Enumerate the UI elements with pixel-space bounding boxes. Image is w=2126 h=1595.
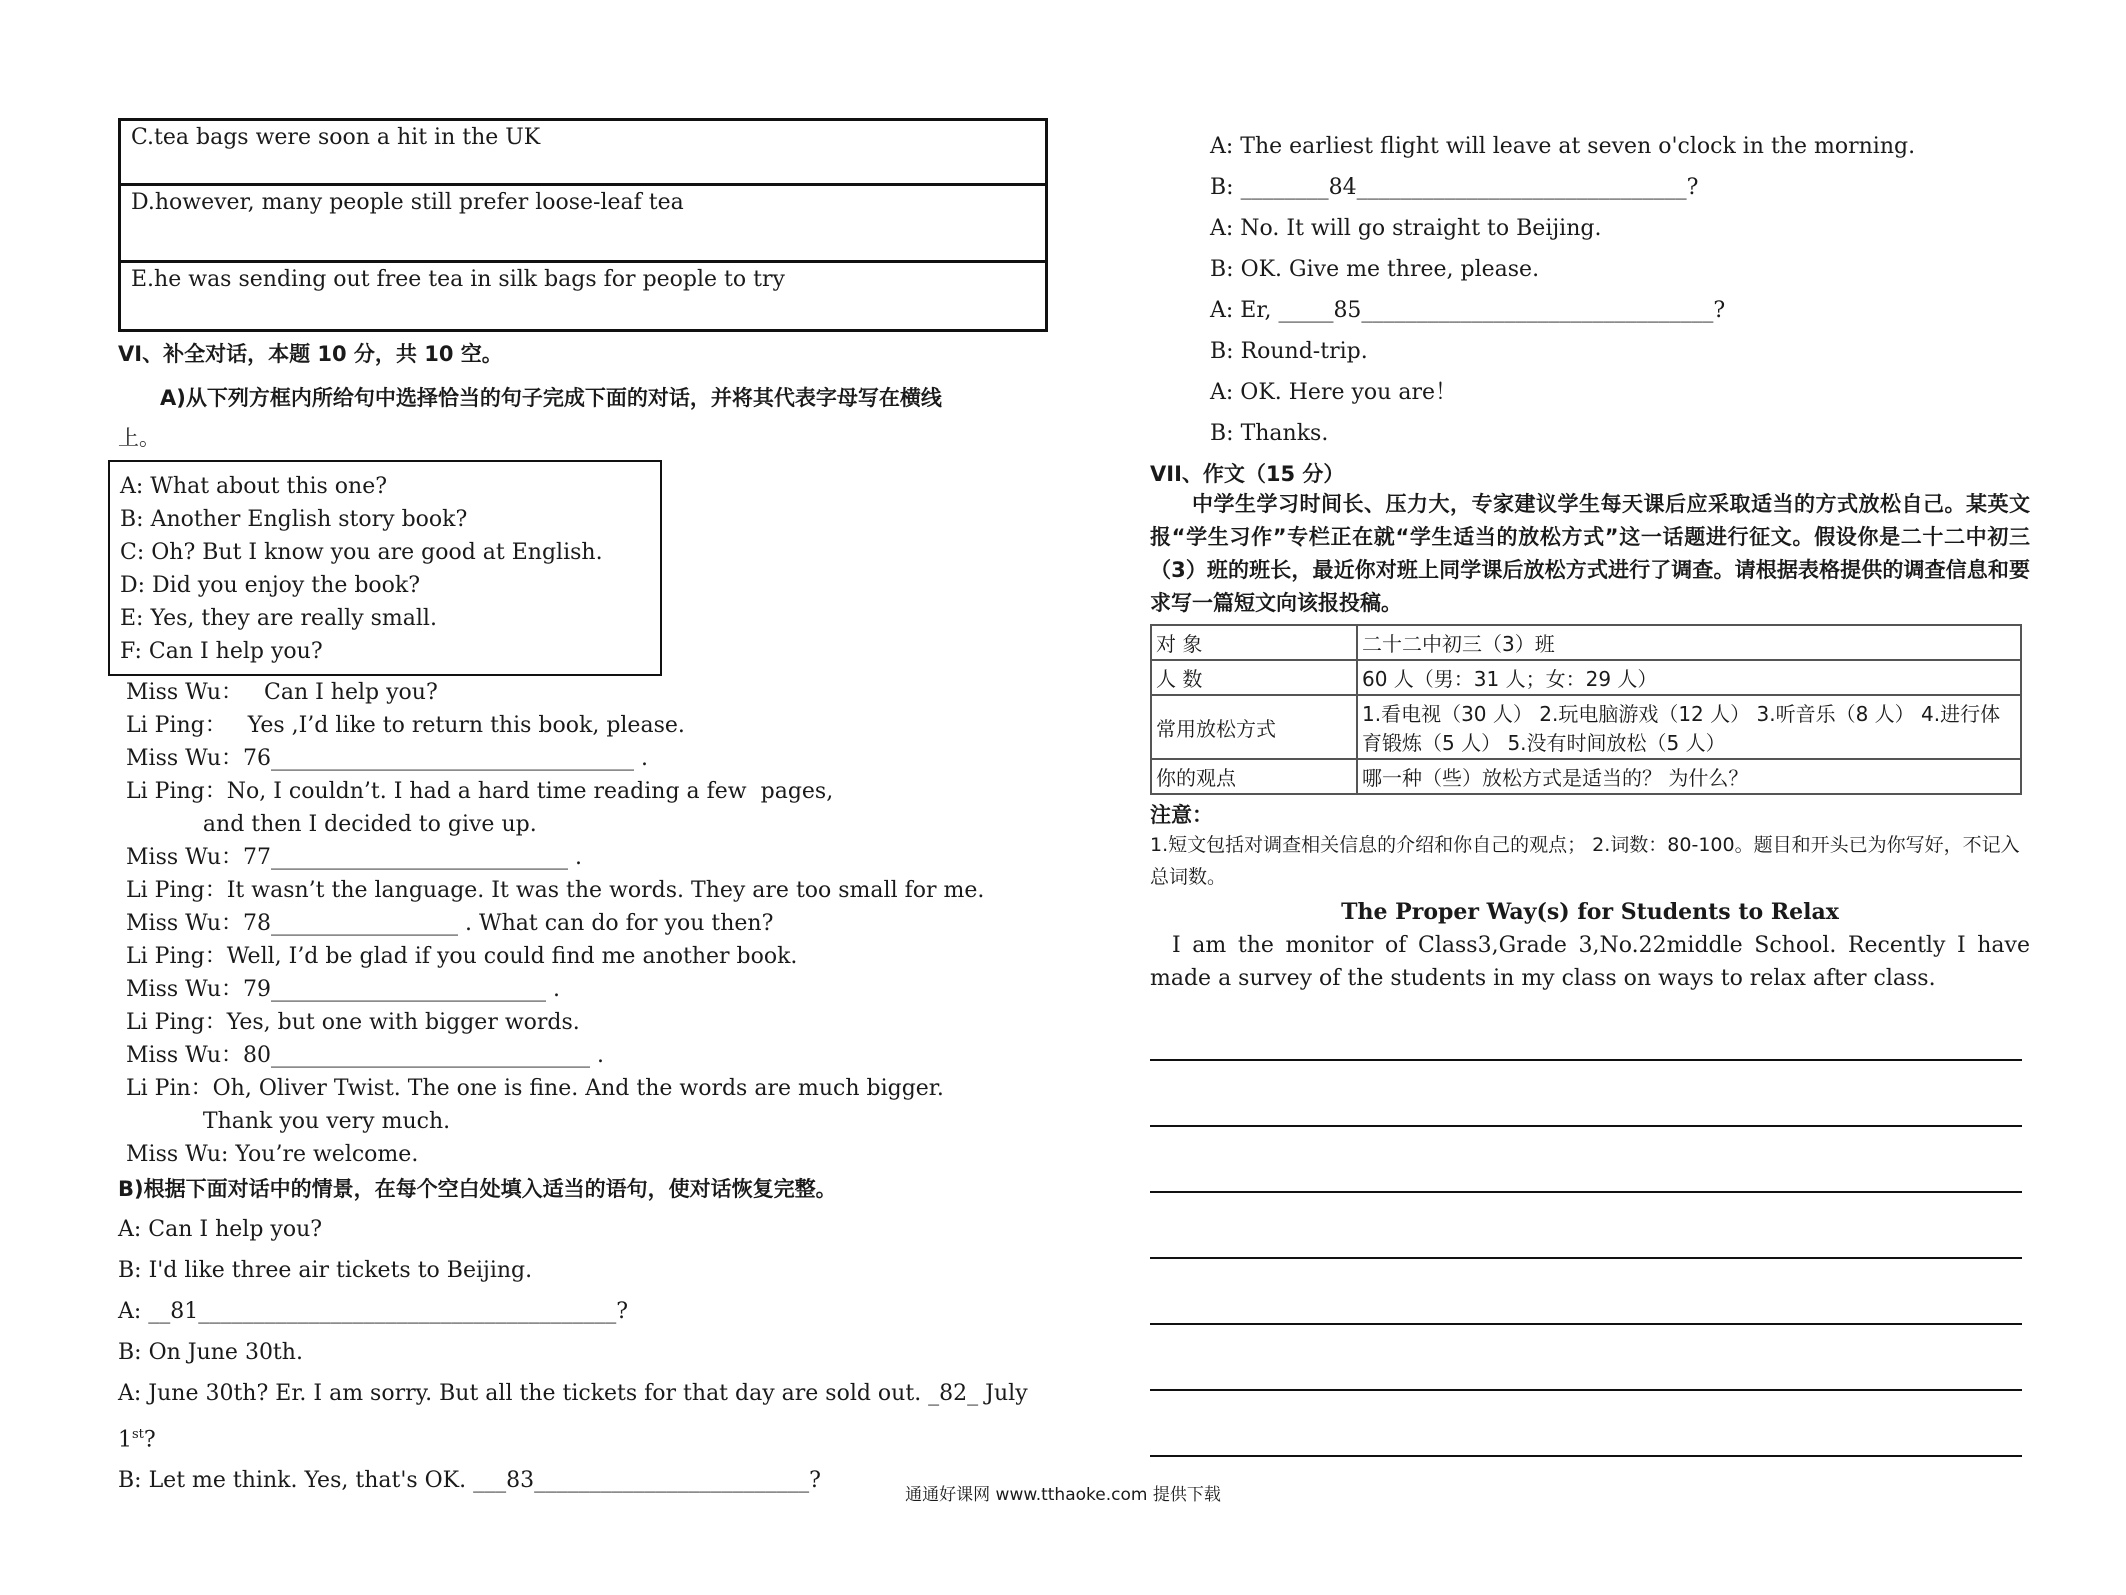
option-e: E.he was sending out free tea in silk bags for people to try: [120, 262, 1047, 331]
dialogue-line: A: The earliest flight will leave at seven o'clock in the morning.: [1210, 134, 1916, 159]
choice-c: C: Oh? But I know you are good at English.: [120, 540, 603, 565]
table-value: 1.看电视（30 人） 2.玩电脑游戏（12 人） 3.听音乐（8 人） 4.进行体育锻炼（5 人） 5.没有时间放松（5 人）: [1357, 695, 2021, 759]
option-d: D.however, many people still prefer loose-leaf tea: [120, 185, 1047, 262]
dialogue-line: Li Ping：Well, I’d be glad if you could find me another book.: [126, 944, 798, 969]
dialogue-line: Miss Wu：76_________________________________ .: [126, 746, 649, 771]
dialogue-line: Li Pin：Oh, Oliver Twist. The one is fine. And the words are much bigger.: [126, 1076, 944, 1101]
dialogue-line: A: No. It will go straight to Beijing.: [1210, 216, 1602, 241]
dialogue-line: A: __81______________________________________?: [118, 1299, 629, 1324]
writing-lines: [1150, 995, 2030, 1457]
dialogue-line: Li Ping：No, I couldn’t. I had a hard time reading a few pages,: [126, 779, 834, 804]
writing-line[interactable]: [1150, 1061, 2022, 1127]
dialogue-line: Miss Wu: You’re welcome.: [126, 1142, 419, 1167]
ordinal-suffix: st: [132, 1427, 144, 1442]
choice-f: F: Can I help you?: [120, 639, 323, 664]
dialogue-b-continued: [1150, 126, 2030, 454]
table-key: 对 象: [1151, 625, 1357, 660]
part-a-instruction: A)从下列方框内所给句中选择恰当的句子完成下面的对话，并将其代表字母写在横线: [160, 386, 942, 410]
dialogue-line: A: Er, _____85________________________________?: [1210, 298, 1726, 323]
dialogue-line: B: Round-trip.: [1210, 339, 1368, 364]
dialogue-line: Li Ping： Yes ,I’d like to return this book, please.: [126, 713, 685, 738]
left-column: [118, 118, 1028, 1501]
options-table: [118, 118, 1048, 332]
dialogue-line: Miss Wu： Can I help you?: [126, 680, 438, 705]
essay-title: The Proper Way(s) for Students to Relax: [1341, 899, 1839, 925]
section-7-title: VII、作文（15 分）: [1150, 462, 1345, 486]
right-column: [1150, 126, 2030, 1457]
essay-opening: I am the monitor of Class3,Grade 3,No.22middle School. Recently I have made a survey of the students in my class on ways to relax after class.: [1150, 933, 2030, 991]
dialogue-line: Li Ping：Yes, but one with bigger words.: [126, 1010, 580, 1035]
table-value: 二十二中初三（3）班: [1357, 625, 2021, 660]
option-c: C.tea bags were soon a hit in the UK: [120, 120, 1047, 185]
choice-b: B: Another English story book?: [120, 507, 468, 532]
footer-credit: 通通好课网 www.tthaoke.com 提供下载: [905, 1485, 1221, 1505]
dialogue-line: Miss Wu：78_________________ . What can do for you then?: [126, 911, 774, 936]
dialogue-line: Miss Wu：79_________________________ .: [126, 977, 561, 1002]
dialogue-line: B: OK. Give me three, please.: [1210, 257, 1540, 282]
part-a-instruction-end: 上。: [118, 426, 160, 450]
writing-line[interactable]: [1150, 1391, 2022, 1457]
part-b-instruction: B)根据下面对话中的情景，在每个空白处填入适当的语句，使对话恢复完整。: [118, 1177, 837, 1201]
table-value: 60 人（男：31 人；女：29 人）: [1357, 660, 2021, 695]
dialogue-line: A: OK. Here you are！: [1210, 380, 1457, 405]
choices-box: [108, 460, 662, 676]
dialogue-line: Thank you very much.: [126, 1109, 451, 1134]
dialogue-line: A: Can I help you?: [118, 1217, 323, 1242]
dialogue-line-ordinal: [118, 1414, 1018, 1460]
dialogue-line: B: ________84______________________________?: [1210, 175, 1699, 200]
writing-prompt: 中学生学习时间长、压力大，专家建议学生每天课后应采取适当的方式放松自己。某英文报“学生习作”专栏正在就“学生适当的放松方式”这一话题进行征文。假设你是二十二中初三（3）班的班长，最近你对班上同学课后放松方式进行了调查。请根据表格提供的调查信息和要求写一篇短文向该报投稿。: [1150, 492, 2030, 615]
dialogue-line: Li Ping：It wasn’t the language. It was the words. They are too small for me.: [126, 878, 985, 903]
question-mark: ?: [143, 1427, 156, 1453]
table-key: 常用放松方式: [1151, 695, 1357, 759]
table-key: 人 数: [1151, 660, 1357, 695]
note-label: 注意：: [1150, 803, 1213, 827]
dialogue-b: [118, 1209, 1028, 1501]
table-value: 哪一种（些）放松方式是适当的？ 为什么？: [1357, 759, 2021, 794]
dialogue-line: and then I decided to give up.: [126, 812, 537, 837]
writing-line[interactable]: [1150, 1325, 2022, 1391]
choice-d: D: Did you enjoy the book?: [120, 573, 421, 598]
dialogue-a: [126, 676, 1018, 1171]
ordinal-number: 1: [118, 1427, 132, 1453]
writing-line[interactable]: [1150, 995, 2022, 1061]
dialogue-line: Miss Wu：77___________________________ .: [126, 845, 583, 870]
writing-line[interactable]: [1150, 1193, 2022, 1259]
dialogue-line: B: Let me think. Yes, that's OK. ___83_________________________?: [118, 1468, 821, 1494]
table-key: 你的观点: [1151, 759, 1357, 794]
survey-table: [1150, 624, 2022, 795]
dialogue-line: B: I'd like three air tickets to Beijing.: [118, 1258, 533, 1283]
dialogue-line: B: Thanks.: [1210, 421, 1329, 446]
choice-a: A: What about this one?: [120, 474, 388, 499]
dialogue-line: B: On June 30th.: [118, 1340, 303, 1365]
writing-line[interactable]: [1150, 1127, 2022, 1193]
dialogue-line: Miss Wu：80_____________________________ .: [126, 1043, 605, 1068]
dialogue-line: A: June 30th? Er. I am sorry. But all the tickets for that day are sold out. _82_ July: [118, 1381, 1028, 1406]
section-6-title: VI、补全对话，本题 10 分，共 10 空。: [118, 342, 503, 366]
note-text: 1.短文包括对调查相关信息的介绍和你自己的观点； 2.词数：80-100。题目和开头已为你写好，不记入总词数。: [1150, 834, 2020, 888]
choice-e: E: Yes, they are really small.: [120, 606, 437, 631]
writing-line[interactable]: [1150, 1259, 2022, 1325]
